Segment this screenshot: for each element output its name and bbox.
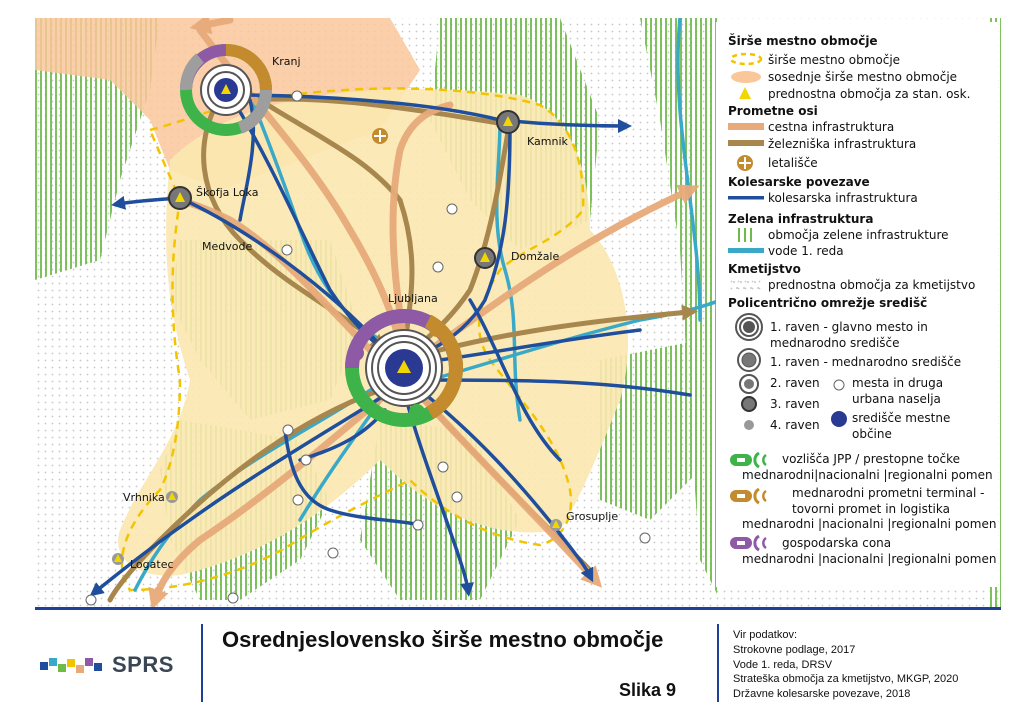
footer-divider-right xyxy=(717,624,719,702)
source-item: Strokovne podlage, 2017 xyxy=(733,643,856,656)
legend-airport: letališče xyxy=(768,156,818,170)
legend-level1b: 1. raven - mednarodno središče xyxy=(770,355,962,369)
source-item: Vode 1. reda, DRSV xyxy=(733,658,833,671)
label-vrhnika: Vrhnika xyxy=(123,491,165,504)
data-sources xyxy=(733,628,958,702)
logatec-centre xyxy=(112,553,124,565)
source-item: Državne kolesarske povezave, 2018 xyxy=(733,688,911,701)
legend-level1a: 1. raven - glavno mesto in xyxy=(770,320,928,334)
legend-heading-centres: Policentrično omrežje središč xyxy=(728,296,928,310)
legend-level4: 4. raven xyxy=(770,418,820,432)
grosuplje-centre xyxy=(550,519,562,531)
legend-agri: prednostna območja za kmetijstvo xyxy=(768,278,976,292)
legend-heading-cycle: Kolesarske povezave xyxy=(728,175,870,189)
legend-cycle: kolesarska infrastruktura xyxy=(768,191,918,205)
legend-settlements: mesta in druga xyxy=(852,376,944,390)
legend-road: cestna infrastruktura xyxy=(768,120,895,134)
legend-economic-zone: gospodarska cona xyxy=(782,536,892,550)
legend-level3: 3. raven xyxy=(770,397,820,411)
sprs-logo xyxy=(40,656,102,676)
legend-terminal-3: mednarodni |nacionalni |regionalni pomen xyxy=(742,517,997,531)
legend-heading-transport: Prometne osi xyxy=(728,104,818,118)
legend-economic-zone-2: mednarodni |nacionalni |regionalni pomen xyxy=(742,552,997,566)
label-kamnik: Kamnik xyxy=(527,135,568,148)
kamnik-centre xyxy=(497,111,519,133)
label-ljubljana: Ljubljana xyxy=(388,292,438,305)
map-bottom-rule xyxy=(35,607,1001,610)
domzale-centre xyxy=(475,248,495,268)
legend-neighbour-area: sosednje širše mestno območje xyxy=(768,70,958,84)
legend-terminal: mednarodni prometni terminal - xyxy=(792,486,985,500)
logo-text: SPRS xyxy=(112,652,174,677)
figure-number: Slika 9 xyxy=(619,680,677,700)
legend-level1a-2: mednarodno središče xyxy=(770,336,900,350)
legend-heading-green: Zelena infrastruktura xyxy=(728,212,874,226)
footer-divider-left xyxy=(201,624,203,702)
legend-level2: 2. raven xyxy=(770,376,820,390)
label-logatec: Logatec xyxy=(130,558,174,571)
legend-jpp: vozlišča JPP / prestopne točke xyxy=(782,452,961,466)
legend-heading-urban: Širše mestno območje xyxy=(728,34,878,48)
source-heading: Vir podatkov: xyxy=(733,629,798,641)
label-medvode: Medvode xyxy=(202,240,253,253)
legend-urban-area: širše mestno območje xyxy=(768,53,901,67)
vrhnika-centre xyxy=(166,491,178,503)
legend-residential: prednostna območja za stan. osk. xyxy=(768,87,971,101)
legend-water: vode 1. reda xyxy=(768,244,844,258)
label-domzale: Domžale xyxy=(511,250,560,263)
map-legend xyxy=(716,22,998,587)
legend-settlements-2: urbana naselja xyxy=(852,392,941,406)
skofja-loka-centre xyxy=(169,187,191,209)
airport-icon xyxy=(372,128,388,144)
legend-municipal-centre-2: občine xyxy=(852,427,892,441)
source-item: Strateška območja za kmetijstvo, MKGP, 2020 xyxy=(733,673,959,686)
label-grosuplje: Grosuplje xyxy=(566,510,619,523)
legend-rail: železniška infrastruktura xyxy=(768,137,917,151)
page-title: Osrednjeslovensko širše mestno območje xyxy=(222,627,664,652)
legend-jpp-2: mednarodni|nacionalni |regionalni pomen xyxy=(742,468,993,482)
legend-green-zones: območja zelene infrastrukture xyxy=(768,228,949,242)
legend-terminal-2: tovorni promet in logistika xyxy=(792,502,950,516)
legend-heading-agri: Kmetijstvo xyxy=(728,262,801,276)
label-skofja-loka: Škofja Loka xyxy=(196,186,259,199)
legend-municipal-centre: središče mestne xyxy=(852,411,951,425)
label-kranj: Kranj xyxy=(272,55,301,68)
